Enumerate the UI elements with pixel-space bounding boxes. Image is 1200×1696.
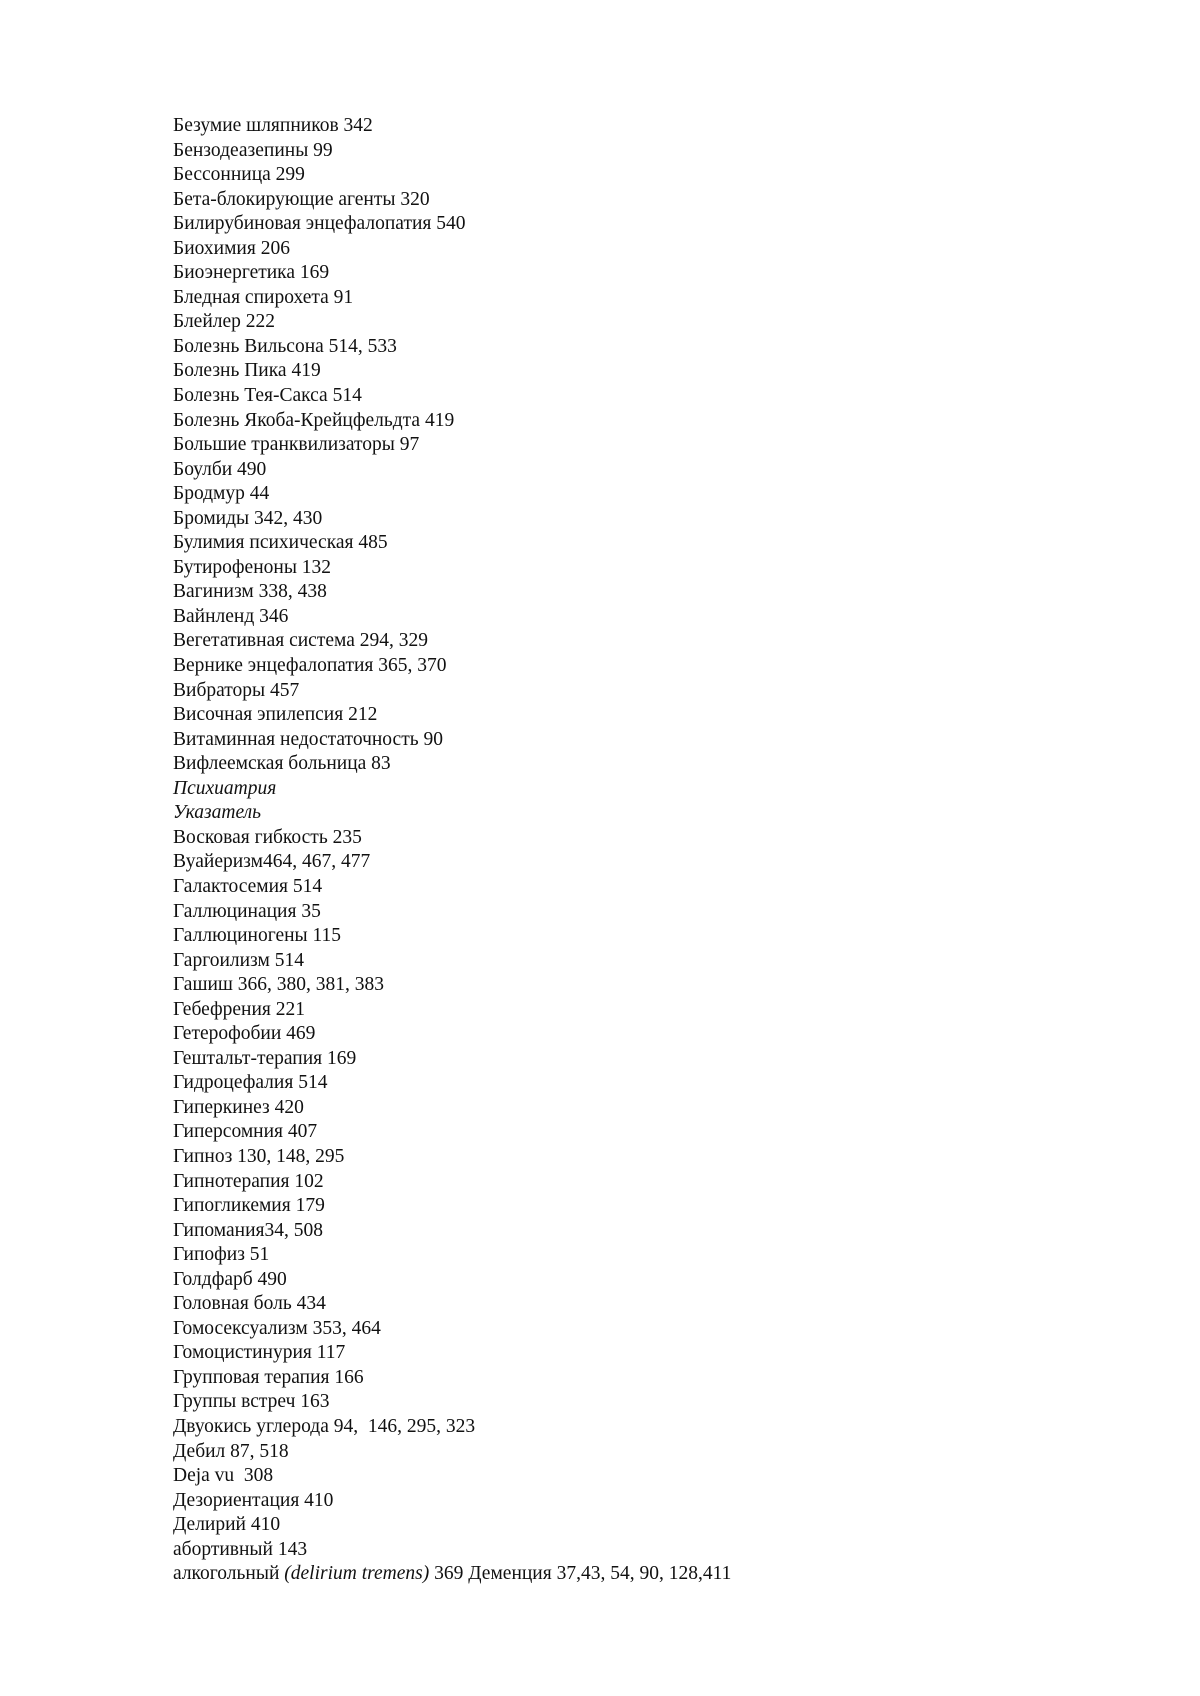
index-entry: Группы встреч 163	[173, 1391, 330, 1413]
index-entry: Височная эпилепсия 212	[173, 704, 378, 726]
index-entry: Безумие шляпников 342	[173, 115, 373, 136]
index-entry: Гашиш 366, 380, 381, 383	[173, 974, 385, 996]
index-entry: Делирий 410	[173, 1514, 281, 1536]
index-entry: Бета-блокирующие агенты 320	[173, 188, 430, 210]
index-entry: Гетерофобии 469	[173, 1023, 316, 1045]
index-entry: Галлюцинация 35	[173, 900, 321, 922]
index-entry: Бессонница 299	[173, 164, 305, 186]
index-entry: Гипомания34, 508	[173, 1219, 323, 1241]
index-entry: Блейлер 222	[173, 311, 276, 333]
index-entry-last	[173, 1562, 1133, 1587]
index-entry: Бледная спирохета 91	[173, 286, 354, 308]
index-entry: Гаргоилизм 514	[173, 949, 304, 971]
index-entry: Гипогликемия 179	[173, 1195, 325, 1217]
index-entry: Гештальт-терапия 169	[173, 1047, 357, 1069]
index-entry: Булимия психическая 485	[173, 532, 388, 554]
index-entry-last-prefix: алкогольный	[173, 1563, 285, 1585]
index-entry: Болезнь Пика 419	[173, 360, 321, 382]
index-entry: Гиперкинез 420	[173, 1096, 304, 1118]
index-entry: Восковая гибкость 235	[173, 826, 362, 848]
index-entry: Вифлеемская больница 83	[173, 753, 391, 775]
index-heading: Указатель	[173, 802, 262, 824]
index-entry: Витаминная недостаточность 90	[173, 728, 443, 750]
index-heading: Психиатрия	[173, 777, 277, 799]
index-entry: Большие транквилизаторы 97	[173, 434, 420, 456]
index-entry: Гипнотерапия 102	[173, 1170, 324, 1192]
index-entry: Вегетативная система 294, 329	[173, 630, 428, 652]
index-entry: Боулби 490	[173, 458, 267, 480]
index-entry: Дебил 87, 518	[173, 1440, 289, 1462]
index-entry: Бензодеазепины 99	[173, 139, 333, 161]
index-entry: Гипноз 130, 148, 295	[173, 1145, 345, 1167]
index-entry: Биоэнергетика 169	[173, 262, 330, 284]
index-entry: Бутирофеноны 132	[173, 556, 332, 578]
index-entry: Гебефрения 221	[173, 998, 306, 1020]
index-entry: Болезнь Якоба-Крейцфельдта 419	[173, 409, 455, 431]
index-entry: Болезнь Тея-Сакса 514	[173, 385, 362, 407]
index-entry: Deja vu 308	[173, 1465, 274, 1487]
index-entry: Бродмур 44	[173, 483, 270, 505]
index-entry-last-suffix: 369 Деменция 37,43, 54, 90, 128,411	[429, 1563, 732, 1585]
index-entry: Биохимия 206	[173, 237, 290, 259]
index-page	[173, 114, 1133, 1587]
index-entry: Групповая терапия 166	[173, 1366, 364, 1388]
index-entry: Гиперсомния 407	[173, 1121, 318, 1143]
index-entry: Галактосемия 514	[173, 875, 323, 897]
index-entry: Двуокись углерода 94, 146, 295, 323	[173, 1415, 476, 1437]
index-list	[173, 114, 1133, 1562]
index-entry: Гипофиз 51	[173, 1244, 270, 1266]
index-entry: Гидроцефалия 514	[173, 1072, 328, 1094]
index-entry: Билирубиновая энцефалопатия 540	[173, 213, 466, 235]
index-entry: Галлюциногены 115	[173, 925, 342, 947]
index-entry: Вагинизм 338, 438	[173, 581, 327, 603]
index-entry: Дезориентация 410	[173, 1489, 334, 1511]
index-entry: Вуайеризм464, 467, 477	[173, 851, 371, 873]
index-entry: Головная боль 434	[173, 1293, 326, 1315]
index-entry: Гомосексуализм 353, 464	[173, 1317, 381, 1339]
index-entry: Голдфарб 490	[173, 1268, 287, 1290]
index-entry: Вайнленд 346	[173, 605, 289, 627]
index-entry: Вернике энцефалопатия 365, 370	[173, 655, 447, 677]
index-entry: абортивный 143	[173, 1538, 308, 1560]
index-entry: Бромиды 342, 430	[173, 507, 323, 529]
index-entry-last-latin: (delirium tremens)	[284, 1563, 430, 1585]
index-entry: Болезнь Вильсона 514, 533	[173, 335, 397, 357]
index-entry: Гомоцистинурия 117	[173, 1342, 346, 1364]
index-entry: Вибраторы 457	[173, 679, 300, 701]
